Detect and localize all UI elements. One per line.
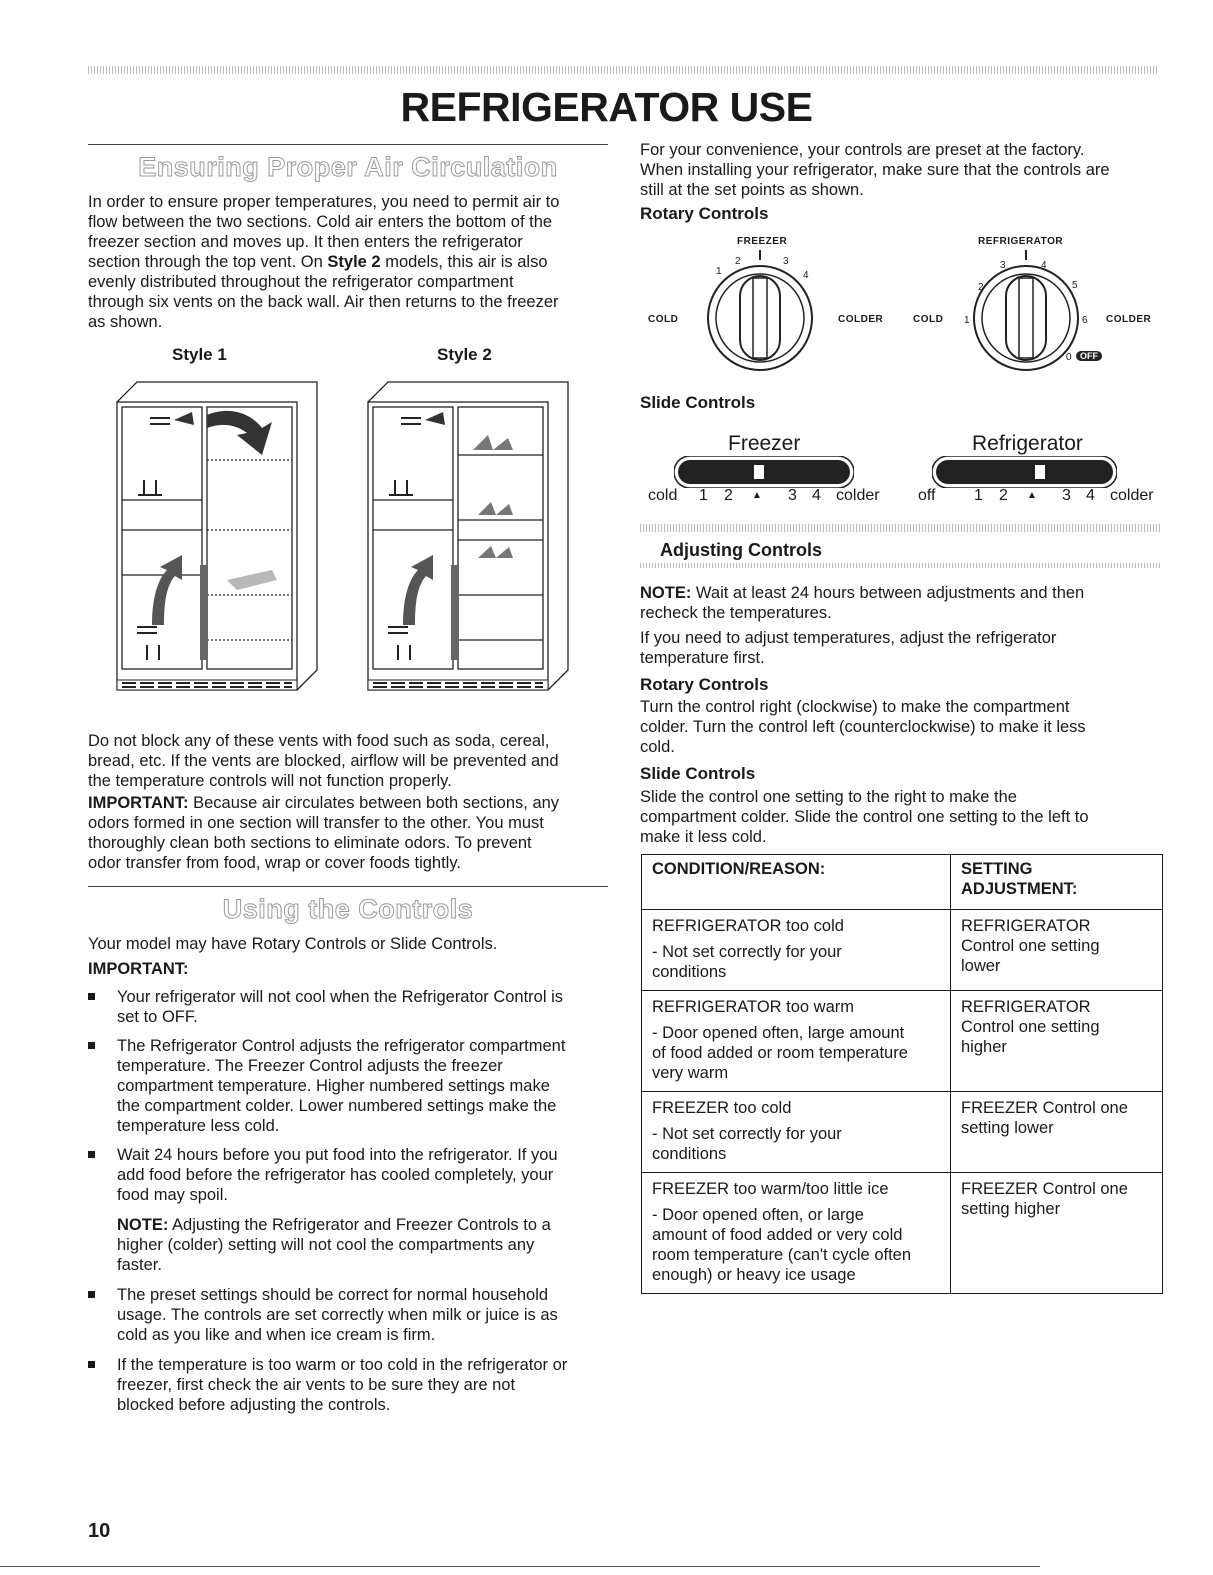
page-title: REFRIGERATOR USE [400,84,813,130]
fridge-tick-6: 6 [1082,315,1088,326]
freezer-scale-4: 4 [812,487,821,504]
fridge-tick-2: 2 [978,282,984,293]
freezer-tick-4: 4 [803,270,809,281]
rotary-controls-heading: Rotary Controls [640,204,769,223]
fridge-colder-label: COLDER [1106,314,1152,325]
freezer-slider[interactable] [674,456,854,488]
fridge-scale-4: 4 [1086,487,1095,504]
adjust-order-paragraph: If you need to adjust temperatures, adjust the refrigerator temperature first. [640,629,1057,667]
bullet-icon [88,1042,95,1049]
adjusting-controls-heading: Adjusting Controls [660,540,822,560]
fridge-tick-0: 0 [1066,352,1072,363]
condition-cell: FREEZER too warm/too little ice - Door opened often, or large amount of food added or very cold room temperature (can't cycle often enough) or heavy ice usage [642,1173,951,1294]
freezer-slider-thumb [754,465,764,479]
intro-paragraph: In order to ensure proper temperatures, you need to permit air to flow between the two sections. Cold air enters the bottom of the freezer section and moves up. It then enters the refrigerator section through the top vent. On Style 2 models, this air is also evenly distributed throughout the refrigerator compartment through six vents on the back wall. Air then returns to the freezer as shown. [88,193,560,331]
preset-paragraph: For your convenience, your controls are preset at the factory. When installing your refrigerator, make sure that the controls are still at the set points as shown. [640,141,1110,199]
fridge-tick-5: 5 [1072,280,1078,291]
page-number: 10 [88,1520,111,1542]
freezer-slide-label: Freezer [728,432,801,455]
freezer-tick-1: 1 [716,266,722,277]
freezer-scale-cold: cold [648,487,678,504]
fridge-scale-marker-icon: ▲ [1027,490,1037,501]
off-badge: OFF [1076,351,1102,361]
freezer-dial-label: FREEZER [737,236,788,247]
fridge-tick-1: 1 [964,315,970,326]
fridge-cold-label: COLD [913,314,944,325]
bullet-item: Wait 24 hours before you put food into the refrigerator. If you add food before the refrigerator has cooled completely, your food may spoil. [117,1145,617,1205]
bullet-item: The Refrigerator Control adjusts the refrigerator compartment temperature. The Freezer Control adjusts the freezer compartment temperature. Higher numbered settings make the compartment colder. Lower numbered settings make the temperature less cold. [117,1036,617,1136]
bullet-item: If the temperature is too warm or too cold in the refrigerator or freezer, first check the air vents to be sure they are not blocked before adjusting the controls. [117,1355,617,1415]
bullet-icon [88,1291,95,1298]
adjusting-bottom-hatch [640,563,1162,568]
table-row [642,1092,1163,1173]
fridge-scale-3: 3 [1062,487,1071,504]
rotary-adjust-paragraph: Turn the control right (clockwise) to make the compartment colder. Turn the control left (counterclockwise) to make it less cold. [640,698,1086,756]
bullet-icon [88,993,95,1000]
freezer-tick-3: 3 [783,256,789,267]
bottom-rule [0,1566,1040,1567]
table-row [642,991,1163,1092]
section-rule [88,886,608,887]
bullet-icon [88,1361,95,1368]
bullet-item: Your refrigerator will not cool when the Refrigerator Control is set to OFF. [117,987,617,1027]
style2-label: Style 2 [437,345,492,364]
rotary-adjust-heading: Rotary Controls [640,675,769,694]
slide-adjust-heading: Slide Controls [640,764,756,783]
table-row [642,1173,1163,1294]
freezer-scale-marker-icon: ▲ [752,490,762,501]
refrigerator-slider[interactable] [932,456,1117,488]
setting-cell: FREEZER Control one setting higher [951,1173,1163,1294]
setting-cell: REFRIGERATOR Control one setting higher [951,991,1163,1092]
bullet-item: The preset settings should be correct for normal household usage. The controls are set correctly when milk or juice is as cold as you like and when ice cream is firm. [117,1285,617,1345]
freezer-scale-3: 3 [788,487,797,504]
adjustment-table [641,854,1163,1294]
slide-controls-heading: Slide Controls [640,393,756,412]
fridge-scale-off: off [918,487,936,504]
important-label: IMPORTANT: [88,960,189,978]
top-decorative-bar [88,66,1158,74]
setting-cell: REFRIGERATOR Control one setting lower [951,910,1163,991]
freezer-scale-colder: colder [836,487,880,504]
section-heading-air-circulation: Ensuring Proper Air Circulation [138,152,558,182]
vent-warning-paragraph: Do not block any of these vents with food such as soda, cereal, bread, etc. If the vents are blocked, airflow will be prevented and the temperature controls will not function properly. [88,732,559,790]
fridge-scale-2: 2 [999,487,1008,504]
freezer-scale-2: 2 [724,487,733,504]
condition-cell: REFRIGERATOR too cold - Not set correctly for your conditions [642,910,951,991]
setting-cell: FREEZER Control one setting lower [951,1092,1163,1173]
style2-airflow-diagram [363,380,573,705]
section-rule [88,144,608,145]
slide-adjust-paragraph: Slide the control one setting to the right to make the compartment colder. Slide the control one setting to the left to make it less cold. [640,788,1089,846]
freezer-scale-1: 1 [699,487,708,504]
odor-important-paragraph: IMPORTANT: Because air circulates between both sections, any odors formed in one section will transfer to the other. You must thoroughly clean both sections to eliminate odors. To prevent odor transfer from food, wrap or cover foods tightly. [88,794,560,872]
refrigerator-slider-thumb [1035,465,1045,479]
refrigerator-slide-label: Refrigerator [972,432,1083,455]
style1-label: Style 1 [172,345,227,364]
freezer-colder-label: COLDER [838,314,884,325]
section-heading-using-controls: Using the Controls [222,894,474,924]
condition-cell: FREEZER too cold - Not set correctly for your conditions [642,1092,951,1173]
fridge-tick-3: 3 [1000,260,1006,271]
table-header-row [642,855,1163,910]
freezer-tick-2: 2 [735,256,741,267]
table-row [642,910,1163,991]
fridge-tick-4: 4 [1041,260,1047,271]
bullet-icon [88,1151,95,1158]
header-condition: CONDITION/REASON: [642,855,951,910]
adjusting-top-hatch [640,524,1162,532]
refrigerator-dial-label: REFRIGERATOR [978,236,1064,247]
fridge-scale-1: 1 [974,487,983,504]
adjust-note-paragraph: NOTE: Wait at least 24 hours between adjustments and then recheck the temperatures. [640,584,1085,622]
fridge-scale-colder: colder [1110,487,1154,504]
note-paragraph: NOTE: Adjusting the Refrigerator and Freezer Controls to a higher (colder) setting will not cool the compartments any faster. [117,1216,551,1274]
style1-airflow-diagram [112,380,322,705]
freezer-cold-label: COLD [648,314,679,325]
header-setting: SETTING ADJUSTMENT: [951,855,1163,910]
model-text: Your model may have Rotary Controls or Slide Controls. [88,935,498,953]
condition-cell: REFRIGERATOR too warm - Door opened often, large amount of food added or room temperature very warm [642,991,951,1092]
